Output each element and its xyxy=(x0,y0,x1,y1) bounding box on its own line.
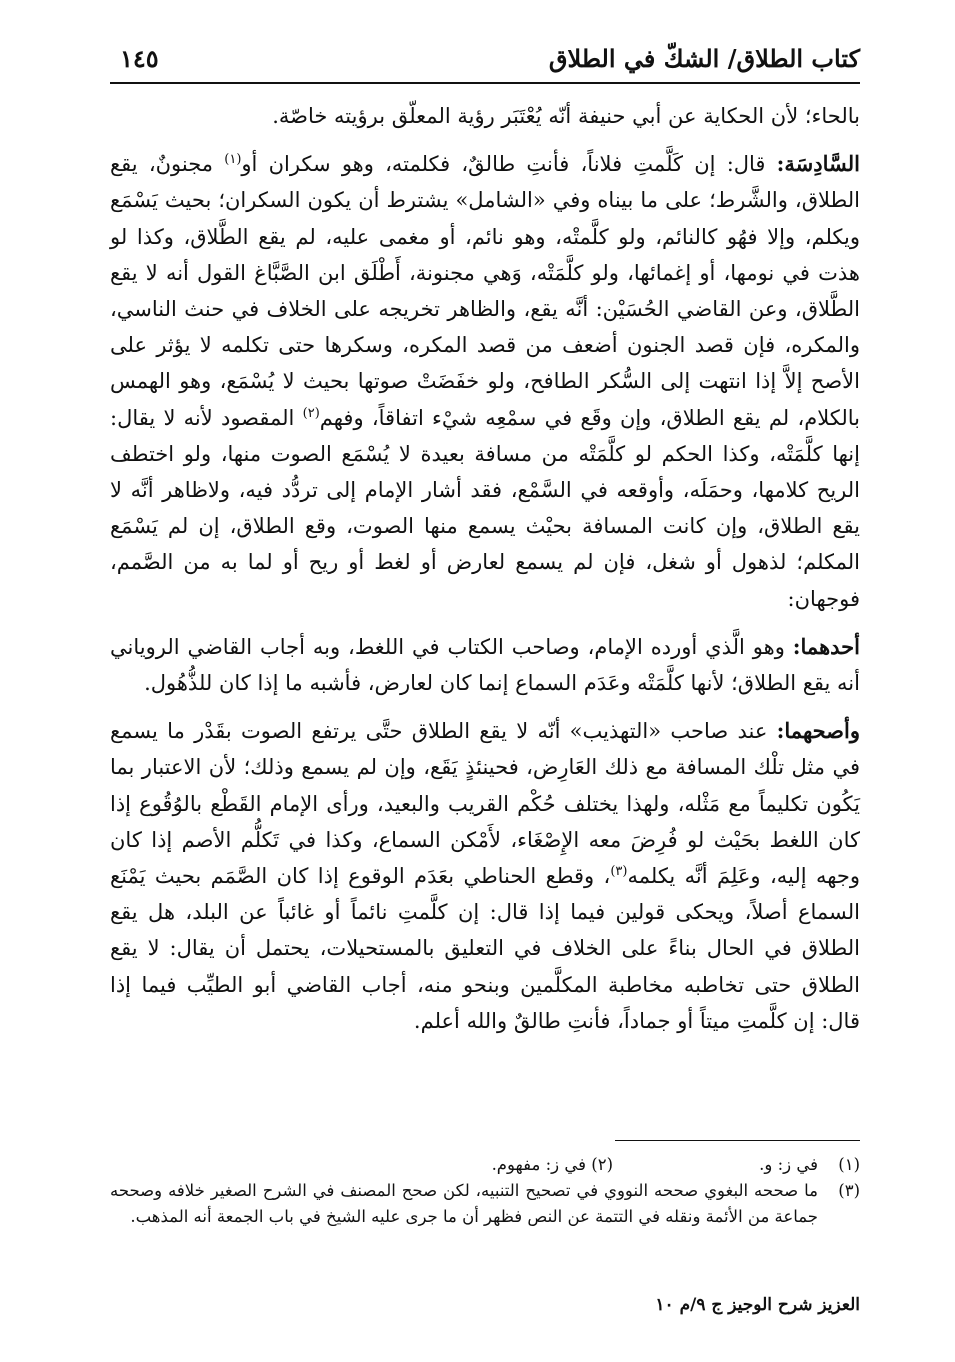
paragraph-4-text-a: عند صاحب «التهذيب» أنّه لا يقع الطلاق حتَّى يرتفع الصوت بقَدْر ما يسمع في مثل تلْك المسافة مع ذلك العَارِض، فحينئذٍ يَقَع، وإن لم يسمع وذلك؛ لأن الاعتبار بما يَكُون تكليماً مع مَثْله، ولهذا يختلف حُكْم القريب والبعيد، ورأى الإمام القَطْع بالوُقُوع إذا كان اللغط بحَيْث لو فُرِضَ معه الإِصْغَاء، لأَمْكن السماع، وكذا في تَكلُّم الأصم إذا كان وجهه إليه، وعَلِمَ أنَّه يكلمه xyxy=(110,719,861,889)
paragraph-2-lead: السَّادِسَة: xyxy=(776,151,860,177)
footnote-marker-2: (٢) xyxy=(302,405,320,421)
paragraph-4-text-b: ، وقطع الحناطي بعَدَم الوقوع إذا كان الصَّمَم بحيث يَمْنَع السماع أصلاً، ويحكى قولين فيما إذا قال: إن كلَّمتِ نائماً أو غائباً عن البلد، هل يقع الطلاق في الحال بناءً على الخلاف في التعليق بالمستحيلات، يحتمل أن يقال: لا يقع الطلاق حتى تخاطبه مخاطبة المكلَّمين وبنحو منه، أجاب القاضي أبو الطيِّب فيما إذا قال: إن كلَّمتِ ميتاً أو جماداً، فأنتِ طالقٌ والله أعلم. xyxy=(110,864,860,1033)
page-number: ١٤٥ xyxy=(120,44,159,73)
paragraph-3 xyxy=(110,629,860,701)
paragraph-3-text: وهو الَّذي أورده الإمام، وصاحب الكتاب في اللغط، وبه أجاب القاضي الروياني أنه يقع الطلاق؛ لأنها كلَّمَتْه وعَدَم السماع إنما كان لعارض، فأشبه ما إذا كان للذُّهُول. xyxy=(110,634,860,696)
paragraph-3-lead: أحدهما: xyxy=(792,633,860,659)
footnote-3-number: (٣) xyxy=(838,1181,860,1200)
paragraph-2 xyxy=(110,146,860,617)
chapter-title: كتاب الطلاق/ الشكّ في الطلاق xyxy=(548,44,860,73)
footnotes xyxy=(110,1152,860,1230)
footnote-2-text: (٢) في ز: مفهوم. xyxy=(491,1155,613,1174)
footnote-marker-3: (٣) xyxy=(610,864,628,880)
paragraph-4 xyxy=(110,713,860,1039)
paragraph-4-lead: وأصحهما: xyxy=(776,718,860,744)
book-page xyxy=(110,0,860,1362)
paragraph-1 xyxy=(110,98,860,134)
footnote-marker-1: (١) xyxy=(224,152,242,168)
paragraph-2-text-a: قال: إن كَلَّمتِ فلاناً، فأنتِ طالقٌ، فكلمته، وهو سكران أو xyxy=(241,152,777,177)
footnote-divider xyxy=(615,1140,860,1141)
footnote-1-text: في ز: و. xyxy=(759,1155,818,1174)
footnote-row-3 xyxy=(110,1178,860,1230)
footnote-3-text: ما صححه البغوي صححه النووي في تصحيح التنبيه، لكن صحح المصنف في الشرح الصغير خلافه وصححه جماعة من الأئمة ونقله في التتمة عن النص فظهر أن ما جرى عليه الشيخ في باب الجمعة أنه المذهب. xyxy=(110,1181,818,1226)
footnote-row-1 xyxy=(110,1152,860,1178)
paragraph-2-text-c: المقصود لأنه لا يقال: إنها كلَّمَتْه، وكذا الحكم لو كلَّمَتْه من مسافة بعيدة لا يُسْمَع الصوت منها، ولو اختطف الريح كلامها، وحمَلَه، وأوقعه في السَّمْع، فقد أشار الإمام إلى تردُّد فيه، ولاظاهر أنَّه لا يقع الطلاق، وإن كانت المسافة بحيْث يسمع منها الصوت، وقع الطلاق، إن لم يَسْمَع المكلم؛ لذهول أو شغل، فإن لم يسمع لعارض أو لغط أو ريح أو لما به من الصَّمم، فوجهان: xyxy=(110,405,860,611)
main-text xyxy=(110,98,860,1039)
paragraph-1-text: بالحاء؛ لأن الحكاية عن أبي حنيفة أنّه يُعْتَبَر رؤية المعلّق برؤيته خاصّة. xyxy=(272,104,860,128)
running-header xyxy=(110,40,860,84)
footnote-1-number: (١) xyxy=(838,1155,860,1174)
paragraph-2-text-b: مجنونٌ، يقع الطلاق، والشَّرط؛ على ما بيناه وفي «الشامل» يشترط أن يكون السكران؛ بحيث يَسْمَع ويكلم، وإلا فهُو كالنائم، ولو كلَّمتْه، وهو نائم، أو مغمى عليه، لم يقع الطَّلاق، وكذا لو هذت في نومها، أو إغمائها، ولو كلَّمَتْه، وَهي مجنونة، أَطْلَق ابن الصَّبَّاغ القول أنه لا يقع الطَّلاق، وعن القاضي الحُسَيْن: أنَّه يقع، والظاهر تخريجه على الخلاف في حنث الناسي، والمكره، فإن قصد الجنون أضعف من قصد المكره، وسكرها حتى تكلمه لا يؤثر على الأصح إلاَّ إذا انتهت إلى السُّكر الطافح، ولو خفَضَتْ صوتها بحيث لا يُسْمَع، وهو الهمس بالكلام، لم يقع الطلاق، وإن وقَع في سمْعِه شيْء اتفاقاً، وفهم xyxy=(110,152,860,430)
print-signature: العزيز شرح الوجيز ج ٩/م ١٠ xyxy=(655,1295,860,1315)
